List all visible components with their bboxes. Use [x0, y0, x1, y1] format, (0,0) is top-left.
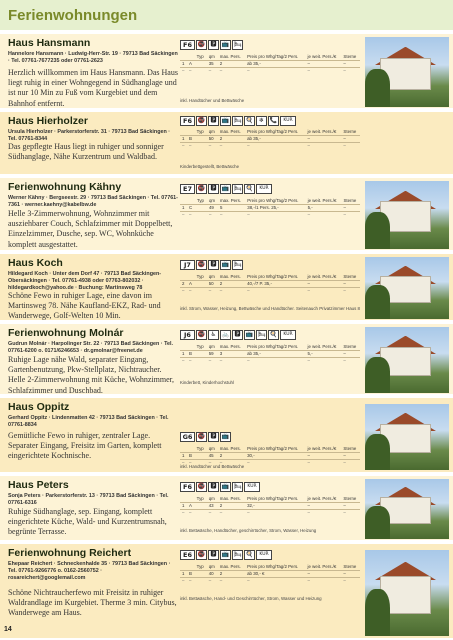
no-smoking-icon: 🚭	[197, 185, 206, 192]
table-row: 2 A 50 2 40,-/7 P. 35,- – –	[180, 280, 360, 287]
price-table: Typ qm max. Pers. Preis pro Whg/Tag/2 Pers. je weit. Pers./€ Sterne 1 C 49 5 38,-/1 Pers. 25,- 5,- – – – – – – – –	[180, 198, 360, 218]
bed-icon: 🛏	[233, 117, 242, 124]
listing-title: Haus Hierholzer	[8, 115, 88, 127]
tv-icon: 📺	[245, 331, 254, 338]
amenity-icons	[180, 550, 272, 560]
kur-badge: KUR	[256, 184, 272, 194]
bed-icon: 🛏	[233, 185, 242, 192]
listing-reichert	[0, 544, 453, 640]
no-smoking-icon: 🚭	[197, 483, 206, 490]
no-smoking-icon: 🚭	[197, 261, 206, 268]
no-smoking-icon: 🚭	[197, 433, 206, 440]
th-sterne: Sterne	[343, 54, 357, 59]
table-row: 1 B 45 2 30,- – –	[180, 452, 360, 459]
price-table: Typ qm max. Pers. Preis pro Whg/Tag/2 Pers. je weit. Pers./€ Sterne 1 B 45 2 30,- – – – – – – – – –	[180, 446, 360, 466]
map-code: E6	[180, 550, 195, 560]
no-smoking-icon: 🚭	[197, 331, 206, 338]
parking-icon: 🅿	[208, 40, 219, 50]
parking-icon: 🅿	[208, 116, 219, 126]
listing-peters	[0, 476, 453, 542]
listing-koch	[0, 254, 453, 322]
listing-hansmann	[0, 34, 453, 110]
listing-description: Schöne Nichtraucherfewo mit Freisitz in ruhiger Waldrandlage im Kurgebiet. Therme 3 min. Citybus, Wanderwege am Haus.	[8, 588, 177, 618]
page-number: 14	[4, 626, 12, 633]
listing-address: Gudrun Molnár · Harpolinger Str. 22 · 79713 Bad Säckingen · Tel. 07761-6200 o. 0171/6246653 · dr.gmolnar@freenet.de	[8, 341, 173, 354]
listing-address: Hannelore Hansmann · Ludwig-Herr-Str. 19 · 79713 Bad Säckingen · Tel. 07761-7677235 oder 07761-2623	[8, 51, 178, 64]
no-smoking-icon: 🚭	[197, 551, 206, 558]
listing-description: Herzlich willkommen im Haus Hansmann. Das Haus liegt ruhig in einer Wohngegend in Südhanglage und ist nur 10 Min zu Fuß vom Kurgebiet und dem Bahnhof entfernt.	[8, 68, 178, 108]
price-table	[180, 54, 360, 74]
kur-badge: KUR	[280, 116, 296, 126]
wheelchair-icon: ♿	[208, 330, 219, 340]
th-qm: qm	[208, 54, 215, 59]
listing-title: Ferienwohnung Kähny	[8, 181, 122, 193]
listing-notes: inkl. Handtücher und Bettwäsche	[180, 464, 245, 469]
price-table: Typ qm max. Pers. Preis pro Whg/Tag/2 Pers. je weit. Pers./€ Sterne 1 B 40 2 ab 30,- € – – – – – – – – –	[180, 564, 360, 584]
tv-icon: 📺	[221, 41, 230, 48]
parking-icon: 🅿	[208, 482, 219, 492]
tv-icon: 📺	[221, 551, 230, 558]
kitchen-icon: 🍳	[245, 117, 254, 124]
listing-notes: Kinderbettgestellt, Bettwäsche	[180, 164, 240, 169]
table-row: – – – – – – –	[180, 509, 360, 516]
listing-description: Ruhige Südhanglage, sep. Eingang, komplett eingerichtete Küche, Wald- und Kurzentrumsnah, begrünte Terrasse.	[8, 507, 167, 537]
map-code: J6	[180, 330, 195, 340]
listing-description: Ruhige Lage nähe Wald, separater Eingang, Gartenbenutzung, Pkw-Stellplatz, Nichtraucher. Helle 2-Zimmerwohnung mit Küche, Wohnzimmer, Schlafzimmer und Duschbad.	[8, 355, 174, 395]
listing-description: Gemütliche Fewo in ruhiger, zentraler Lage. Separater Eingang, Freisitz im Garten, komplett eingerichtete Kochnische.	[8, 431, 162, 461]
th-preis: Preis pro Whg/Tag/2 Pers.	[247, 54, 299, 59]
listing-notes: inkl. Strom, Wasser, Heizung, Bettwäsche und Handtücher. Seitenauch Privatzimmer Haus 8	[180, 306, 360, 311]
amenity-icons	[180, 482, 260, 492]
th-weitpers: je weit. Pers./€	[307, 54, 337, 59]
listing-description: Schöne Fewo in ruhiger Lage, eine davon im Martinsweg 78. Nähe Kaufland-EKZ, Rad- und Wanderwege, Golf-Welten 10 Min.	[8, 291, 161, 321]
listing-title: Ferienwohnung Reichert	[8, 547, 132, 559]
listing-address: Gerhard Oppitz · Lindenmatten 42 · 79713 Bad Säckingen · Tel. 07761-8834	[8, 415, 169, 428]
tv-icon: 📺	[221, 483, 230, 490]
bed-icon: 🛏	[257, 331, 266, 338]
listing-notes: Kinderbett, Kinderhochstuhl	[180, 380, 234, 385]
table-row: 1 A 35 2 ab 35,- – –	[180, 60, 360, 67]
parking-icon: 🅿	[208, 550, 219, 560]
kitchen-icon: 🍳	[269, 331, 278, 338]
bed-icon: 🛏	[233, 483, 242, 490]
tv-icon: 📺	[221, 117, 230, 124]
listing-notes: inkl. Bettwäsche, Hand- und Geschirrtücher, Strom, Wasser und Heizung	[180, 596, 322, 601]
listing-oppitz	[0, 398, 453, 474]
map-code: G6	[180, 432, 195, 442]
page-header	[0, 0, 453, 32]
house-photo	[365, 550, 449, 636]
price-table: Typ qm max. Pers. Preis pro Whg/Tag/2 Pers. je weit. Pers./€ Sterne 1 B 50 2 ab 35,- – – – – – – – – –	[180, 129, 360, 149]
parking-icon: 🅿	[208, 184, 219, 194]
table-row: – – – – – – –	[180, 67, 360, 74]
listing-address: Ursula Hierholzer · Parkerstorferstr. 31 · 79713 Bad Säckingen · Tel. 07761-8344	[8, 129, 171, 142]
amenity-icons	[180, 40, 243, 50]
th-maxpers: max. Pers.	[219, 54, 241, 59]
ac-icon: ❄	[256, 116, 267, 126]
bed-icon: 🛏	[233, 261, 242, 268]
table-row: 1 B 40 2 ab 30,- € – –	[180, 570, 360, 577]
table-row: – – – – – – –	[180, 142, 360, 149]
kur-badge: KUR	[244, 482, 260, 492]
listing-description: Helle 3-Zimmerwohnung, Wohnzimmer mit ausziehbarer Couch, Schlafzimmer mit Doppelbett, Einzelzimmer, Dusche, sep. WC, Wohnküche komplett ausgestattet.	[8, 209, 173, 249]
listing-notes: inkl. Bettwäsche, Handtücher, geschirrtücher, Strom, Wasser, Heizung	[180, 528, 317, 533]
table-row: 1 B 50 2 ab 35,- – –	[180, 135, 360, 142]
listing-hierholzer	[0, 112, 453, 176]
map-code: F6	[180, 482, 195, 492]
th-typ: Typ	[196, 54, 204, 59]
listing-molnar	[0, 324, 453, 396]
table-row: – – – – – – –	[180, 577, 360, 584]
amenity-icons	[180, 116, 296, 126]
listing-address: Ehepaar Reichert · Schneckenhalde 35 · 79713 Bad Säckingen · Tel. 07761-9266776 o. 0162-2560752 · rosareichert@googlemail.com	[8, 561, 171, 581]
kur-badge: KUR	[256, 550, 272, 560]
table-row: 1 B 59 3 ab 35,- 5,- –	[180, 350, 360, 357]
amenity-icons	[180, 432, 231, 442]
parking-icon: 🅿	[232, 330, 243, 340]
listing-title: Haus Hansmann	[8, 37, 91, 49]
listing-title: Ferienwohnung Molnár	[8, 327, 124, 339]
house-photo	[365, 257, 449, 319]
price-table: Typ qm max. Pers. Preis pro Whg/Tag/2 Pers. je weit. Pers./€ Sterne 1 B 59 3 ab 35,- 5,- – – – – – – – –	[180, 344, 360, 364]
parking-icon: 🅿	[208, 260, 219, 270]
table-row: – – – – – – –	[180, 357, 360, 364]
tv-icon: 📺	[221, 185, 230, 192]
no-smoking-icon: 🚭	[197, 41, 206, 48]
listing-address: Hildegard Koch · Unter dem Dorf 47 · 79713 Bad Säckingen-Obersäckingen · Tel. 07761-4938 oder 07763-802032 · hildegardkoch@yahoo.de · Buchung: Martinsweg 78	[8, 271, 162, 291]
table-row: 1 C 49 5 38,-/1 Pers. 25,- 5,- –	[180, 204, 360, 211]
table-row: – – – – – – –	[180, 211, 360, 218]
house-photo	[365, 327, 449, 393]
tv-icon: 📺	[221, 433, 230, 440]
map-code: J7	[180, 260, 195, 270]
listing-address: Sonja Peters · Parkerstorferstr. 13 · 79713 Bad Säckingen · Tel. 07761-6316	[8, 493, 169, 506]
phone-icon: 📞	[269, 117, 278, 124]
amenity-icons	[180, 330, 296, 340]
kitchen-icon: 🍳	[245, 551, 254, 558]
listing-address: Werner Kähny · Bergseestr. 29 · 79713 Bad Säckingen · Tel. 07761-7361 · werner.kaehny@kabelbw.de	[8, 195, 178, 208]
listing-kaehny	[0, 178, 453, 252]
tv-icon: 📺	[221, 261, 230, 268]
amenity-icons	[180, 184, 272, 194]
table-row: – – – – – – –	[180, 287, 360, 294]
amenity-icons	[180, 260, 243, 270]
house-photo	[365, 181, 449, 249]
bicycle-icon: 🚲	[221, 331, 230, 338]
listing-title: Haus Peters	[8, 479, 69, 491]
map-code: F6	[180, 40, 195, 50]
house-photo	[365, 404, 449, 470]
table-row: 1 A 43 2 32,- – –	[180, 502, 360, 509]
listing-description: Das gepflegte Haus liegt in ruhiger und sonniger Südhanglage, Nähe Kurzentrum und Waldbad.	[8, 142, 164, 162]
no-smoking-icon: 🚭	[197, 117, 206, 124]
price-table: Typ qm max. Pers. Preis pro Whg/Tag/2 Pers. je weit. Pers./€ Sterne 2 A 50 2 40,-/7 P. 35,- – – – – – – – – –	[180, 274, 360, 294]
parking-icon: 🅿	[208, 432, 219, 442]
map-code: F6	[180, 116, 195, 126]
bed-icon: 🛏	[233, 41, 242, 48]
kur-badge: KUR	[280, 330, 296, 340]
table-row: – – – – – – –	[180, 459, 360, 466]
kitchen-icon: 🍳	[245, 185, 254, 192]
house-photo	[365, 37, 449, 107]
listing-notes: inkl. Handtücher und Bettwäsche	[180, 98, 245, 103]
listing-title: Haus Oppitz	[8, 401, 70, 413]
page-title: Ferienwohnungen	[8, 7, 138, 24]
map-code: E7	[180, 184, 195, 194]
listing-title: Haus Koch	[8, 257, 63, 269]
house-photo	[365, 479, 449, 539]
bed-icon: 🛏	[233, 551, 242, 558]
price-table: Typ qm max. Pers. Preis pro Whg/Tag/2 Pers. je weit. Pers./€ Sterne 1 A 43 2 32,- – – – – – – – – –	[180, 496, 360, 516]
